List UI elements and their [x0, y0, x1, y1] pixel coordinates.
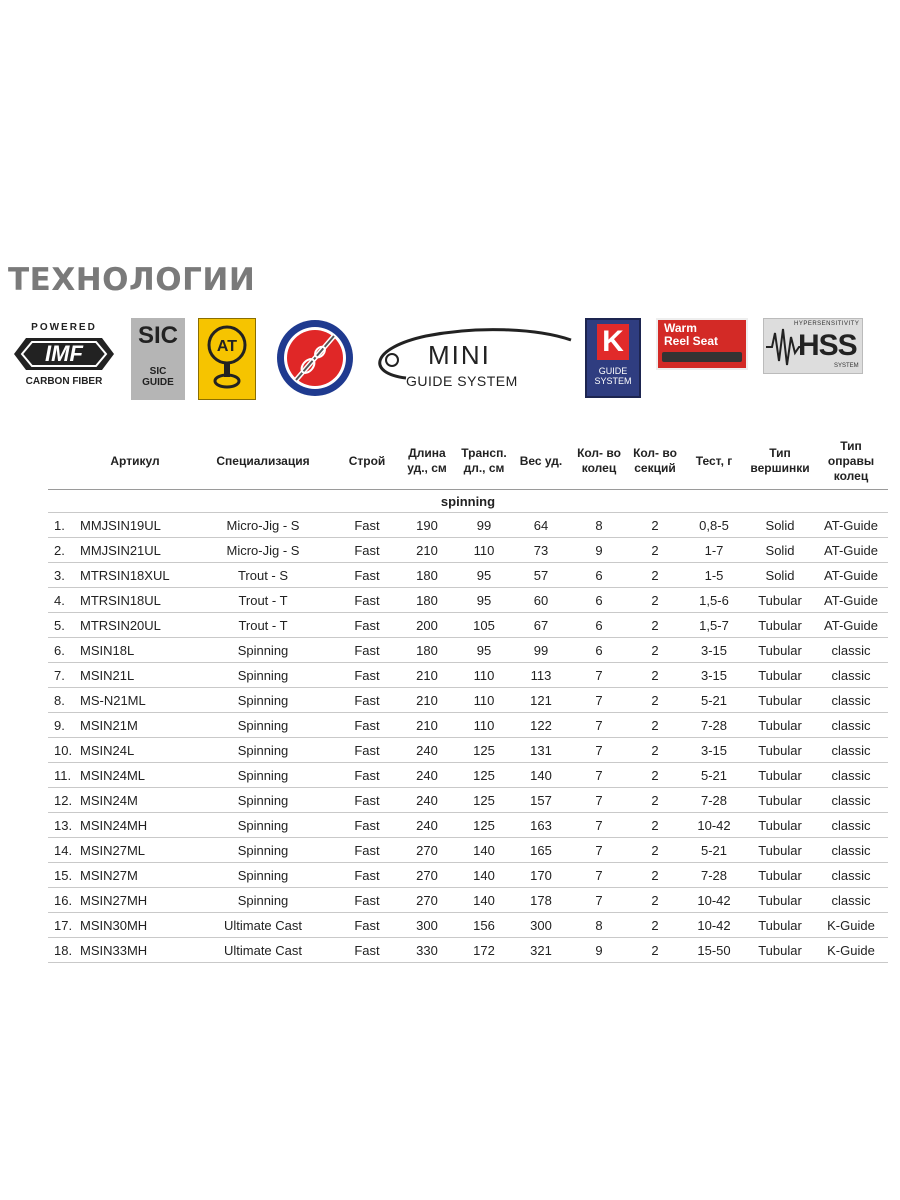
- table-cell: 12.: [48, 788, 80, 813]
- table-cell: MTRSIN18UL: [80, 588, 190, 613]
- table-cell: Solid: [746, 513, 814, 538]
- table-cell: Tubular: [746, 713, 814, 738]
- table-cell: Fast: [336, 788, 398, 813]
- table-cell: 2: [628, 588, 682, 613]
- table-cell: Tubular: [746, 938, 814, 963]
- sic-guide-text: [131, 366, 185, 388]
- section-label: spinning: [48, 490, 888, 513]
- table-cell: 300: [512, 913, 570, 938]
- table-cell: 1,5-7: [682, 613, 746, 638]
- table-cell: 16.: [48, 888, 80, 913]
- table-cell: 95: [456, 588, 512, 613]
- table-cell: 2: [628, 738, 682, 763]
- table-cell: Solid: [746, 563, 814, 588]
- column-header: [48, 433, 80, 490]
- table-cell: MSIN24ML: [80, 763, 190, 788]
- table-cell: classic: [814, 688, 888, 713]
- table-cell: 157: [512, 788, 570, 813]
- table-cell: Tubular: [746, 813, 814, 838]
- table-cell: 2: [628, 763, 682, 788]
- table-cell: 140: [512, 763, 570, 788]
- table-cell: Tubular: [746, 888, 814, 913]
- table-cell: Spinning: [190, 713, 336, 738]
- column-header: Трансп. дл., см: [456, 433, 512, 490]
- table-cell: Trout - S: [190, 563, 336, 588]
- table-cell: Ultimate Cast: [190, 938, 336, 963]
- table-cell: 4.: [48, 588, 80, 613]
- sic-sub-text: SIC: [149, 366, 167, 377]
- table-cell: 6: [570, 563, 628, 588]
- table-cell: 200: [398, 613, 456, 638]
- table-cell: classic: [814, 863, 888, 888]
- table-cell: Tubular: [746, 688, 814, 713]
- table-cell: MSIN21M: [80, 713, 190, 738]
- table-row: [48, 538, 888, 563]
- table-cell: 3-15: [682, 663, 746, 688]
- table-cell: 7.: [48, 663, 80, 688]
- table-cell: classic: [814, 763, 888, 788]
- table-cell: 5-21: [682, 838, 746, 863]
- imf-carbon-fiber-logo: [8, 322, 120, 392]
- table-cell: 240: [398, 813, 456, 838]
- table-cell: 7: [570, 788, 628, 813]
- table-cell: 105: [456, 613, 512, 638]
- k-guide-text: [587, 366, 639, 386]
- table-row: [48, 913, 888, 938]
- table-row: [48, 588, 888, 613]
- table-cell: 99: [456, 513, 512, 538]
- table-cell: 7: [570, 813, 628, 838]
- table-cell: 2: [628, 813, 682, 838]
- table-cell: AT-Guide: [814, 538, 888, 563]
- table-cell: 9: [570, 538, 628, 563]
- sic-guide-logo: [131, 318, 185, 400]
- column-header: Артикул: [80, 433, 190, 490]
- specifications-table: [48, 433, 888, 963]
- table-cell: classic: [814, 638, 888, 663]
- table-cell: MSIN27MH: [80, 888, 190, 913]
- column-header: Длина уд., см: [398, 433, 456, 490]
- table-cell: 8: [570, 513, 628, 538]
- imf-text: IMF: [45, 341, 83, 366]
- table-cell: 6: [570, 613, 628, 638]
- table-cell: 110: [456, 688, 512, 713]
- table-row: [48, 863, 888, 888]
- table-cell: classic: [814, 838, 888, 863]
- table-cell: Spinning: [190, 638, 336, 663]
- table-cell: MSIN24L: [80, 738, 190, 763]
- technology-logos: [0, 312, 900, 408]
- table-row: [48, 938, 888, 963]
- table-cell: 73: [512, 538, 570, 563]
- table-cell: 140: [456, 863, 512, 888]
- table-cell: 140: [456, 888, 512, 913]
- column-header: Строй: [336, 433, 398, 490]
- table-cell: 7-28: [682, 713, 746, 738]
- table-cell: Spinning: [190, 838, 336, 863]
- table-cell: classic: [814, 713, 888, 738]
- table-cell: Tubular: [746, 613, 814, 638]
- table-cell: Fast: [336, 888, 398, 913]
- table-cell: MMJSIN19UL: [80, 513, 190, 538]
- table-cell: 165: [512, 838, 570, 863]
- table-cell: AT-Guide: [814, 588, 888, 613]
- table-cell: 15.: [48, 863, 80, 888]
- imf-powered-text: POWERED: [31, 322, 97, 333]
- table-cell: Fast: [336, 538, 398, 563]
- table-cell: 0,8-5: [682, 513, 746, 538]
- table-cell: MSIN30MH: [80, 913, 190, 938]
- table-cell: 125: [456, 813, 512, 838]
- table-cell: 7-28: [682, 863, 746, 888]
- table-cell: 11.: [48, 763, 80, 788]
- table-cell: 2: [628, 688, 682, 713]
- table-cell: 9: [570, 938, 628, 963]
- table-cell: Fast: [336, 863, 398, 888]
- table-cell: Fast: [336, 838, 398, 863]
- column-header: Тип оправы колец: [814, 433, 888, 490]
- table-cell: 3.: [48, 563, 80, 588]
- table-cell: Tubular: [746, 738, 814, 763]
- hss-text: HSS: [798, 329, 857, 362]
- table-cell: Spinning: [190, 888, 336, 913]
- table-cell: 17.: [48, 913, 80, 938]
- table-cell: Tubular: [746, 863, 814, 888]
- table-header-row: [48, 433, 888, 490]
- mini-text: MINI: [428, 340, 491, 370]
- table-row: [48, 638, 888, 663]
- table-cell: Solid: [746, 538, 814, 563]
- column-header: Тип вершинки: [746, 433, 814, 490]
- table-cell: 64: [512, 513, 570, 538]
- table-cell: 210: [398, 538, 456, 563]
- table-cell: Spinning: [190, 788, 336, 813]
- page-title: ТЕХНОЛОГИИ: [8, 262, 256, 298]
- table-cell: Fast: [336, 513, 398, 538]
- table-cell: 321: [512, 938, 570, 963]
- table-cell: 1-7: [682, 538, 746, 563]
- table-cell: 240: [398, 738, 456, 763]
- table-cell: MSIN33MH: [80, 938, 190, 963]
- table-cell: 14.: [48, 838, 80, 863]
- table-cell: 1.: [48, 513, 80, 538]
- table-cell: 6: [570, 588, 628, 613]
- table-cell: Fast: [336, 663, 398, 688]
- table-cell: 7: [570, 713, 628, 738]
- reel-seat-text: Reel Seat: [664, 334, 719, 348]
- table-cell: 99: [512, 638, 570, 663]
- table-row: [48, 888, 888, 913]
- table-row: [48, 763, 888, 788]
- at-text: AT: [216, 338, 238, 355]
- section-row: [48, 490, 888, 513]
- table-cell: 7: [570, 838, 628, 863]
- hss-logo: [763, 318, 863, 374]
- table-cell: Fast: [336, 913, 398, 938]
- table-cell: 6.: [48, 638, 80, 663]
- table-cell: 125: [456, 763, 512, 788]
- table-cell: 1-5: [682, 563, 746, 588]
- table-cell: 270: [398, 888, 456, 913]
- table-cell: Tubular: [746, 913, 814, 938]
- table-cell: 170: [512, 863, 570, 888]
- table-cell: 95: [456, 638, 512, 663]
- table-cell: 2.: [48, 538, 80, 563]
- table-row: [48, 788, 888, 813]
- table-cell: MMJSIN21UL: [80, 538, 190, 563]
- table-cell: 240: [398, 763, 456, 788]
- table-cell: MTRSIN20UL: [80, 613, 190, 638]
- warm-reel-seat-text: [664, 322, 718, 348]
- table-cell: 2: [628, 538, 682, 563]
- imf-carbon-fiber-text: CARBON FIBER: [25, 376, 103, 387]
- k-system-sub-text: SYSTEM: [594, 376, 632, 386]
- table-cell: Tubular: [746, 838, 814, 863]
- table-row: [48, 563, 888, 588]
- table-cell: 10-42: [682, 888, 746, 913]
- table-cell: 140: [456, 838, 512, 863]
- table-cell: Trout - T: [190, 588, 336, 613]
- table-cell: 131: [512, 738, 570, 763]
- table-cell: 330: [398, 938, 456, 963]
- column-header: Вес уд.: [512, 433, 570, 490]
- hss-wave-icon: [766, 323, 802, 371]
- table-cell: Fast: [336, 613, 398, 638]
- table-cell: classic: [814, 888, 888, 913]
- table-row: [48, 663, 888, 688]
- warm-reel-seat-logo: [656, 318, 748, 370]
- table-cell: 13.: [48, 813, 80, 838]
- table-cell: 163: [512, 813, 570, 838]
- table-cell: 2: [628, 613, 682, 638]
- hss-bottom-text: SYSTEM: [834, 363, 859, 369]
- table-cell: Spinning: [190, 688, 336, 713]
- table-cell: 1,5-6: [682, 588, 746, 613]
- reel-seat-icon: [662, 352, 742, 362]
- column-header: Тест, г: [682, 433, 746, 490]
- table-cell: 7-28: [682, 788, 746, 813]
- table-cell: 2: [628, 563, 682, 588]
- table-cell: classic: [814, 738, 888, 763]
- sic-text: SIC: [137, 322, 178, 349]
- table-cell: 2: [628, 838, 682, 863]
- table-cell: Fast: [336, 938, 398, 963]
- table-cell: Spinning: [190, 738, 336, 763]
- k-guide-system-logo: [585, 318, 641, 398]
- warm-text: Warm: [664, 321, 697, 335]
- table-cell: 60: [512, 588, 570, 613]
- table-cell: Tubular: [746, 788, 814, 813]
- table-cell: Tubular: [746, 663, 814, 688]
- table-cell: 2: [628, 788, 682, 813]
- table-cell: 2: [628, 913, 682, 938]
- table-cell: 10.: [48, 738, 80, 763]
- table-cell: Fast: [336, 563, 398, 588]
- table-cell: 5-21: [682, 763, 746, 788]
- table-cell: AT-Guide: [814, 563, 888, 588]
- table-cell: 110: [456, 538, 512, 563]
- table-cell: 240: [398, 788, 456, 813]
- table-cell: 178: [512, 888, 570, 913]
- table-row: [48, 513, 888, 538]
- table-cell: Spinning: [190, 863, 336, 888]
- column-header: Кол- во колец: [570, 433, 628, 490]
- table-cell: 125: [456, 738, 512, 763]
- table-cell: 156: [456, 913, 512, 938]
- table-cell: MS-N21ML: [80, 688, 190, 713]
- table-cell: MTRSIN18XUL: [80, 563, 190, 588]
- table-cell: Fast: [336, 588, 398, 613]
- spiral-rod-icon: [274, 316, 356, 400]
- column-header: Кол- во секций: [628, 433, 682, 490]
- table-cell: 7: [570, 888, 628, 913]
- table-cell: 9.: [48, 713, 80, 738]
- table-cell: 5-21: [682, 688, 746, 713]
- table-cell: 180: [398, 588, 456, 613]
- table-cell: 300: [398, 913, 456, 938]
- table-cell: 180: [398, 563, 456, 588]
- table-cell: Fast: [336, 638, 398, 663]
- table-cell: Micro-Jig - S: [190, 538, 336, 563]
- table-cell: 10-42: [682, 813, 746, 838]
- table-cell: 125: [456, 788, 512, 813]
- table-cell: Fast: [336, 688, 398, 713]
- table-cell: AT-Guide: [814, 613, 888, 638]
- table-cell: 2: [628, 663, 682, 688]
- table-cell: 270: [398, 838, 456, 863]
- table-cell: AT-Guide: [814, 513, 888, 538]
- table-cell: 121: [512, 688, 570, 713]
- table-cell: 3-15: [682, 638, 746, 663]
- table-cell: 172: [456, 938, 512, 963]
- table-cell: 15-50: [682, 938, 746, 963]
- table-cell: 2: [628, 888, 682, 913]
- table-row: [48, 688, 888, 713]
- table-cell: 210: [398, 663, 456, 688]
- table-cell: 2: [628, 713, 682, 738]
- table-cell: 8.: [48, 688, 80, 713]
- table-cell: 210: [398, 713, 456, 738]
- k-letter: K: [597, 324, 629, 360]
- table-cell: K-Guide: [814, 938, 888, 963]
- table-cell: MSIN21L: [80, 663, 190, 688]
- table-cell: Fast: [336, 713, 398, 738]
- table-cell: 7: [570, 763, 628, 788]
- spiral-guide-logo: [274, 316, 356, 400]
- table-cell: MSIN18L: [80, 638, 190, 663]
- table-cell: 7: [570, 688, 628, 713]
- table-cell: Micro-Jig - S: [190, 513, 336, 538]
- table-cell: classic: [814, 813, 888, 838]
- table-cell: 210: [398, 688, 456, 713]
- table-cell: classic: [814, 788, 888, 813]
- table-cell: MSIN27ML: [80, 838, 190, 863]
- table-row: [48, 838, 888, 863]
- table-cell: 95: [456, 563, 512, 588]
- table-cell: 5.: [48, 613, 80, 638]
- table-cell: 7: [570, 863, 628, 888]
- table-cell: 180: [398, 638, 456, 663]
- at-guide-icon: [199, 319, 255, 399]
- table-cell: 7: [570, 738, 628, 763]
- table-cell: Tubular: [746, 588, 814, 613]
- table-cell: MSIN27M: [80, 863, 190, 888]
- table-cell: MSIN24MH: [80, 813, 190, 838]
- table-cell: classic: [814, 663, 888, 688]
- table-cell: Trout - T: [190, 613, 336, 638]
- table-cell: MSIN24M: [80, 788, 190, 813]
- table-row: [48, 713, 888, 738]
- table-cell: 57: [512, 563, 570, 588]
- table-cell: 2: [628, 638, 682, 663]
- table-cell: Fast: [336, 738, 398, 763]
- table-cell: Tubular: [746, 638, 814, 663]
- table-cell: 113: [512, 663, 570, 688]
- table-cell: Fast: [336, 763, 398, 788]
- guide-system-text: GUIDE SYSTEM: [406, 373, 518, 389]
- table-cell: K-Guide: [814, 913, 888, 938]
- table-cell: 2: [628, 938, 682, 963]
- table-cell: 7: [570, 663, 628, 688]
- table-cell: Spinning: [190, 763, 336, 788]
- table-cell: Fast: [336, 813, 398, 838]
- table-row: [48, 738, 888, 763]
- table-cell: 10-42: [682, 913, 746, 938]
- table-cell: 18.: [48, 938, 80, 963]
- table-cell: Spinning: [190, 813, 336, 838]
- table-cell: 8: [570, 913, 628, 938]
- table-cell: 3-15: [682, 738, 746, 763]
- table-cell: 2: [628, 863, 682, 888]
- table-cell: 67: [512, 613, 570, 638]
- table-cell: 2: [628, 513, 682, 538]
- table-cell: 270: [398, 863, 456, 888]
- k-guide-sub-text: GUIDE: [598, 366, 628, 376]
- table-row: [48, 613, 888, 638]
- sic-guide-sub-text: GUIDE: [142, 377, 174, 388]
- table-cell: 6: [570, 638, 628, 663]
- table-cell: Spinning: [190, 663, 336, 688]
- column-header: Специализация: [190, 433, 336, 490]
- table-cell: 190: [398, 513, 456, 538]
- table-cell: 122: [512, 713, 570, 738]
- at-guide-logo: [198, 318, 256, 400]
- mini-guide-system-logo: [366, 318, 576, 398]
- table-cell: 110: [456, 663, 512, 688]
- table-cell: Tubular: [746, 763, 814, 788]
- table-row: [48, 813, 888, 838]
- hss-top-text: HYPERSENSITIVITY: [794, 321, 860, 327]
- table-cell: 110: [456, 713, 512, 738]
- table-cell: Ultimate Cast: [190, 913, 336, 938]
